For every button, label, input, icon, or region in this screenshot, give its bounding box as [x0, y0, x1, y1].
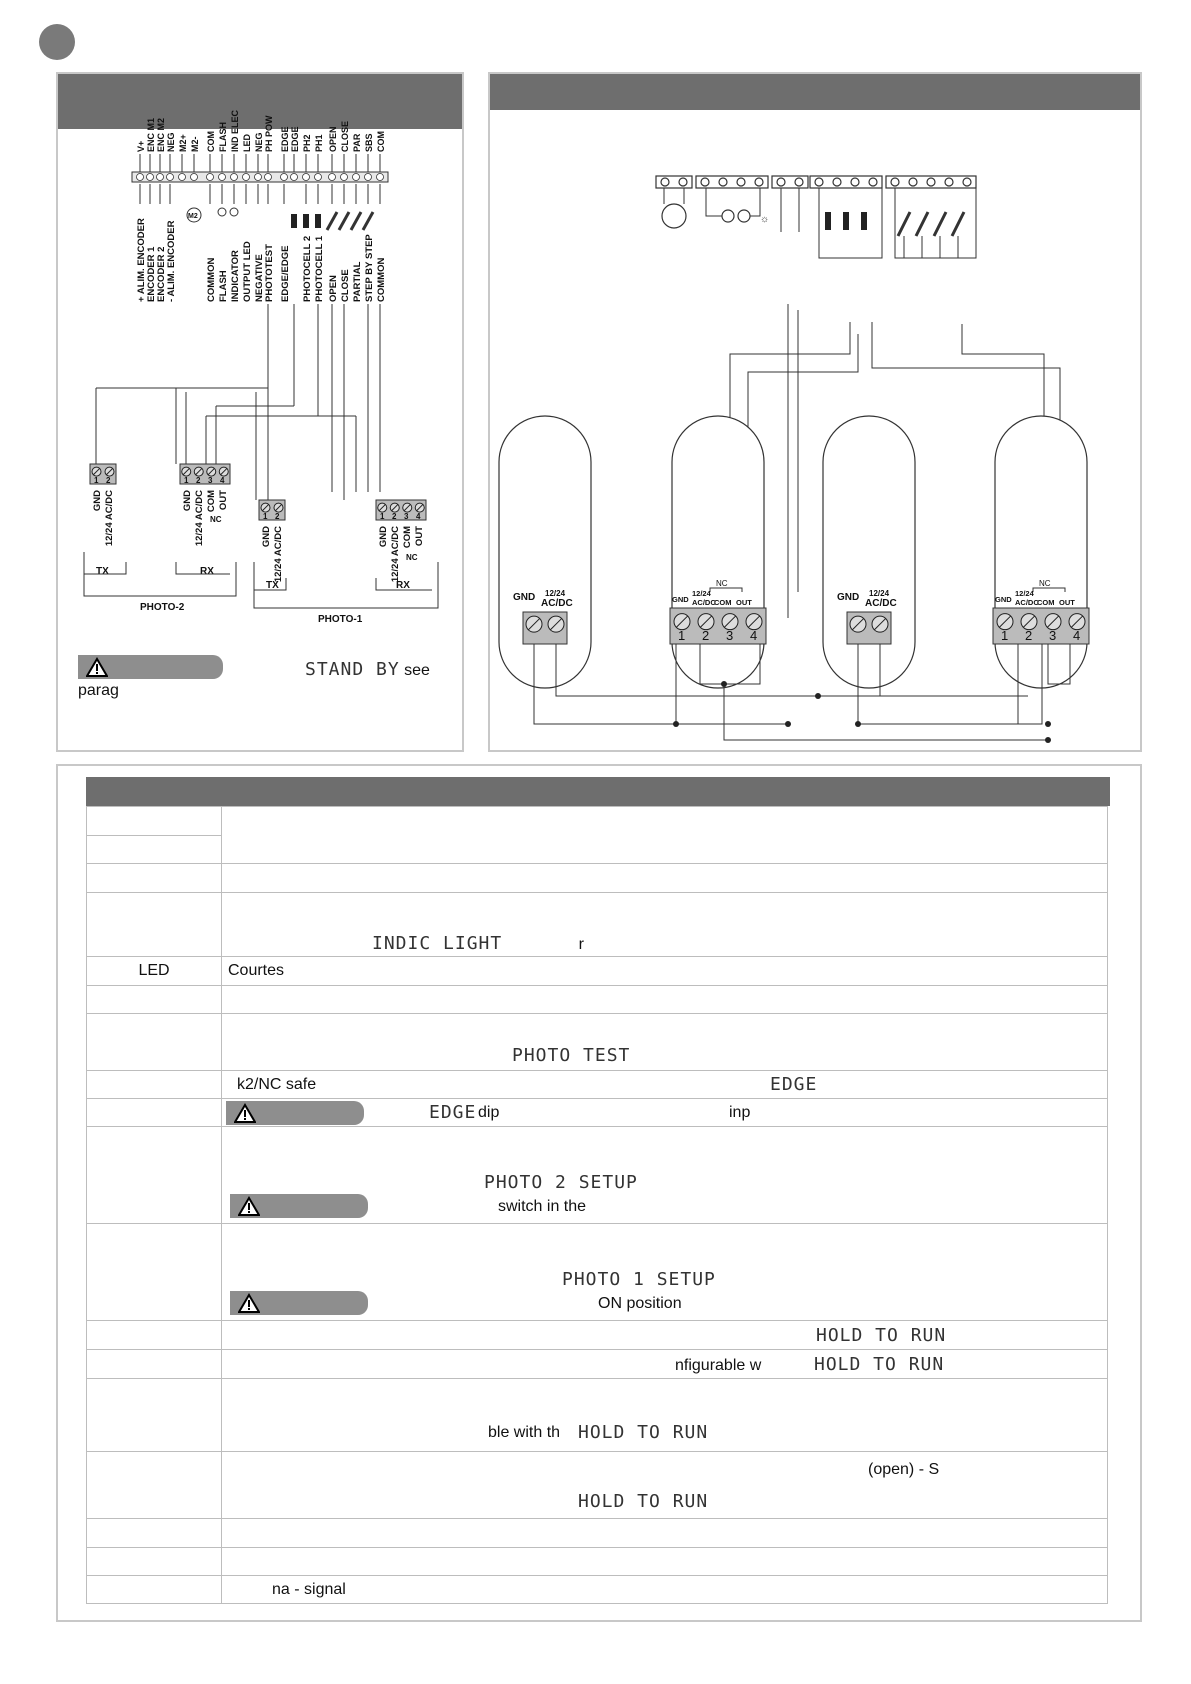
terminal-code: COM: [376, 131, 386, 152]
table-row: [87, 1014, 1108, 1071]
strip-screw: [157, 174, 164, 181]
contact-symbol: [291, 214, 297, 228]
wire: [895, 188, 976, 258]
wire-junction: [721, 681, 727, 687]
table-header-bar: [86, 777, 1110, 806]
photo2-label: PHOTO-2: [140, 602, 185, 613]
lcd-photo1-setup: PHOTO 1 SETUP: [562, 1269, 716, 1290]
photo1-tx-term-label: 12/24 AC/DC: [273, 526, 284, 583]
strip-screw: [315, 174, 322, 181]
tx-gnd-label: GND: [513, 592, 536, 603]
specification-table: [86, 806, 1108, 1604]
wire-junction: [673, 721, 679, 727]
paragraph-fragment: parag: [78, 682, 119, 699]
terminal-code: ENC M2: [156, 117, 166, 152]
wire: [556, 644, 1028, 696]
terminal-code: EDGE: [280, 126, 290, 152]
rx-term-label: COM: [714, 598, 732, 607]
lamp-symbol: [722, 210, 734, 222]
board-screw: [701, 178, 709, 186]
rx-term-label: OUT: [736, 598, 752, 607]
board-screw: [963, 178, 971, 186]
rx-term-label: COM: [1037, 598, 1055, 607]
terminal-code: PAR: [352, 133, 362, 152]
photo1-tx-label: TX: [266, 580, 279, 591]
strip-screw: [147, 174, 154, 181]
photo1-label: PHOTO-1: [318, 614, 363, 625]
contact-symbol: [825, 212, 831, 230]
switch-symbol: [351, 212, 361, 230]
board-screw: [777, 178, 785, 186]
motor-label: M2: [188, 213, 198, 220]
terminal-number: 1: [380, 512, 385, 521]
rx-term-label: GND: [672, 595, 689, 604]
terminal-label: COMMON: [206, 257, 217, 302]
board-screw: [851, 178, 859, 186]
lcd-hold-to-run: HOLD TO RUN: [578, 1422, 709, 1443]
tx-voltage-label: 12/24: [545, 589, 566, 598]
terminal-label: OUTPUT LED: [242, 241, 253, 302]
terminal-code: V+: [136, 140, 146, 152]
contact-symbol: [315, 214, 321, 228]
wire: [750, 188, 760, 216]
strip-screw: [291, 174, 298, 181]
led-symbol: ☼: [760, 214, 770, 225]
strip-screw: [179, 174, 186, 181]
tx-acdc-label: AC/DC: [865, 598, 897, 609]
switch-symbol: [339, 212, 349, 230]
terminal-label: PHOTOTEST: [264, 244, 275, 302]
terminal-number: 1: [1001, 628, 1009, 643]
strip-screw: [255, 174, 262, 181]
terminal-code: PH2: [302, 134, 312, 152]
table-row: [87, 1071, 1108, 1099]
lcd-edge: EDGE: [770, 1073, 818, 1095]
control-board-wiring-diagram: [56, 72, 464, 752]
board-screw: [795, 178, 803, 186]
lcd-edge: EDGE: [429, 1101, 477, 1123]
terminal-label: EDGE/EDGE: [280, 245, 291, 302]
terminal-number: 2: [196, 476, 201, 485]
strip-screw: [353, 174, 360, 181]
table-row: [87, 1099, 1108, 1127]
row-text: k2/NC safe: [237, 1075, 317, 1093]
see-text: see: [404, 662, 430, 679]
standby-note: [305, 659, 430, 680]
page-marker-circle: [39, 24, 75, 60]
row-text: dip: [478, 1103, 500, 1121]
terminal-number: 1: [94, 476, 99, 485]
table-row: [87, 957, 1108, 986]
terminal-label: OPEN: [328, 275, 339, 302]
warning-badge: [78, 655, 223, 679]
terminal-number: 4: [416, 512, 421, 521]
strip-screw: [329, 174, 336, 181]
strip-screw: [137, 174, 144, 181]
warning-badge: [226, 1101, 364, 1125]
board-screw: [815, 178, 823, 186]
terminal-label: CLOSE: [340, 269, 351, 302]
photocell-wiring-diagram: [488, 72, 1142, 752]
photocell-tx-1: [823, 416, 915, 688]
contact-symbol: [303, 214, 309, 228]
terminal-code: NEG: [254, 132, 264, 152]
board-screw: [755, 178, 763, 186]
terminal-code: NEG: [166, 132, 176, 152]
row-text: na - signal: [222, 1576, 1108, 1604]
photo2-tx-term-label: 12/24 AC/DC: [104, 490, 115, 547]
rx-term-label: 12/24: [692, 589, 711, 598]
warning-icon: [86, 657, 108, 677]
terminal-code: ENC M1: [146, 117, 156, 152]
contact-symbol: [861, 212, 867, 230]
terminal-label: PHOTOCELL 1: [314, 235, 325, 302]
terminal-code: PH POW: [264, 115, 274, 152]
board-screw: [661, 178, 669, 186]
terminal-code: SBS: [364, 133, 374, 152]
wire-junction: [855, 721, 861, 727]
strip-screw: [377, 174, 384, 181]
strip-screw: [281, 174, 288, 181]
photo2-rx-label: RX: [200, 566, 214, 577]
strip-screw: [243, 174, 250, 181]
strip-screw: [303, 174, 310, 181]
photo1-tx-term-label: GND: [261, 526, 272, 548]
terminal-number: 3: [404, 512, 409, 521]
contact-symbol: [843, 212, 849, 230]
photo2-tx-label: TX: [96, 566, 109, 577]
board-screw: [869, 178, 877, 186]
photo2-rx-term-label: 12/24 AC/DC: [194, 490, 205, 547]
table-row: [87, 1350, 1108, 1379]
row-text: r: [578, 936, 584, 953]
table-row: [87, 807, 1108, 836]
table-row: [87, 864, 1108, 893]
strip-screw: [219, 174, 226, 181]
nc-label: NC: [716, 579, 728, 588]
table-row: [87, 893, 1108, 957]
row-text: (open) - S: [868, 1461, 940, 1478]
terminal-number: 1: [184, 476, 189, 485]
table-row: [87, 1224, 1108, 1321]
photo1-rx-label: RX: [396, 580, 410, 591]
warning-badge: [230, 1194, 368, 1218]
table-row: [87, 1127, 1108, 1224]
nc-label: NC: [1039, 579, 1051, 588]
lamp-symbol: [218, 208, 226, 216]
terminal-label: COMMON: [376, 257, 387, 302]
nc-label: NC: [210, 515, 222, 524]
strip-screw: [207, 174, 214, 181]
terminal-label: NEGATIVE: [254, 254, 265, 302]
nc-label: NC: [406, 553, 418, 562]
terminal-number: 3: [1049, 628, 1057, 643]
wire: [724, 684, 1048, 740]
tx-acdc-label: AC/DC: [541, 598, 573, 609]
terminal-number: 1: [678, 628, 686, 643]
terminal-code: IND ELEC: [230, 109, 240, 152]
table-row: [87, 1576, 1108, 1604]
board-screw: [945, 178, 953, 186]
rx-term-label: OUT: [1059, 598, 1075, 607]
terminal-label: ENCODER 1: [146, 246, 157, 302]
switch-symbol: [952, 212, 964, 236]
terminal-code: OPEN: [328, 126, 338, 152]
row-text: ON position: [598, 1295, 682, 1312]
lcd-photo2-setup: PHOTO 2 SETUP: [484, 1172, 638, 1193]
switch-symbol: [898, 212, 910, 236]
terminal-number: 4: [750, 628, 758, 643]
terminal-code: M2+: [178, 134, 188, 152]
rx-term-label: GND: [995, 595, 1012, 604]
terminal-number: 2: [392, 512, 397, 521]
switch-symbol: [916, 212, 928, 236]
terminal-label: PHOTOCELL 2: [302, 235, 313, 302]
terminal-code: EDGE: [290, 126, 300, 152]
terminal-number: 2: [106, 476, 111, 485]
terminal-number: 4: [1073, 628, 1081, 643]
row-text: Courtes: [222, 957, 1108, 986]
strip-screw: [265, 174, 272, 181]
terminal-code: LED: [242, 134, 252, 152]
rx-term-label: AC/DC: [692, 598, 716, 607]
terminal-label: PARTIAL: [352, 261, 363, 302]
wire-junction: [785, 721, 791, 727]
terminal-label: STEP BY STEP: [364, 234, 375, 302]
lcd-standby: STAND BY: [305, 659, 400, 680]
wire: [706, 188, 722, 216]
terminal-number: 2: [702, 628, 710, 643]
lcd-hold-to-run: HOLD TO RUN: [578, 1491, 709, 1512]
board-screw: [833, 178, 841, 186]
photo1-rx-term-label: 12/24 AC/DC: [390, 526, 401, 583]
switch-symbol: [934, 212, 946, 236]
warning-icon: [238, 1293, 260, 1313]
terminal-code: M2-: [190, 136, 200, 152]
terminal-label: INDICATOR: [230, 250, 241, 302]
switch-symbol: [363, 212, 373, 230]
warning-icon: [238, 1196, 260, 1216]
photo2-rx-term-label: COM: [206, 490, 217, 513]
terminal-number: 4: [220, 476, 225, 485]
table-row: [87, 986, 1108, 1014]
photo2-tx-term-label: GND: [92, 490, 103, 512]
board-screw: [891, 178, 899, 186]
board-screw: [909, 178, 917, 186]
wire-junction: [815, 693, 821, 699]
photocell-tx-2: [499, 416, 591, 688]
lcd-indic-light: INDIC LIGHT: [372, 933, 503, 954]
strip-screw: [231, 174, 238, 181]
board-screw: [719, 178, 727, 186]
photocell-rx-2: [672, 416, 764, 688]
terminal-label: FLASH: [218, 270, 229, 302]
row-label-led: LED: [87, 957, 222, 986]
row-text: switch in the: [498, 1198, 587, 1215]
warning-icon: [234, 1103, 256, 1123]
table-row: [87, 1321, 1108, 1350]
terminal-label: ENCODER 2: [156, 246, 167, 302]
photo2-rx-term-label: GND: [182, 490, 193, 512]
terminal-number: 1: [263, 512, 268, 521]
lcd-hold-to-run: HOLD TO RUN: [814, 1353, 945, 1375]
terminal-number: 2: [275, 512, 280, 521]
table-row: [87, 1519, 1108, 1548]
board-screw: [679, 178, 687, 186]
rx-term-label: 12/24: [1015, 589, 1034, 598]
table-row: [87, 1452, 1108, 1519]
photo1-rx-term-label: COM: [402, 526, 413, 549]
switch-symbol: [327, 212, 337, 230]
photo2-rx-term-label: OUT: [218, 490, 229, 511]
terminal-number: 3: [726, 628, 734, 643]
strip-screw: [365, 174, 372, 181]
terminal-code: CLOSE: [340, 120, 350, 152]
board-screw: [737, 178, 745, 186]
photo1-rx-term-label: GND: [378, 526, 389, 548]
strip-screw: [191, 174, 198, 181]
terminal-code: FLASH: [218, 122, 228, 152]
wire-junction: [1045, 737, 1051, 743]
terminal-code: COM: [206, 131, 216, 152]
tx-gnd-label: GND: [837, 592, 860, 603]
terminal-label: - ALIM. ENCODER: [166, 220, 177, 302]
strip-screw: [341, 174, 348, 181]
warning-badge: [230, 1291, 368, 1315]
photo1-rx-term-label: OUT: [414, 526, 425, 547]
wire-junction: [1045, 721, 1051, 727]
terminal-code: PH1: [314, 134, 324, 152]
row-text: ble with th: [488, 1424, 561, 1441]
lcd-photo-test: PHOTO TEST: [512, 1045, 631, 1066]
tx-voltage-label: 12/24: [869, 589, 890, 598]
terminal-number: 2: [1025, 628, 1033, 643]
terminal-label: + ALIM. ENCODER: [136, 218, 147, 302]
row-text: nfigurable w: [675, 1356, 762, 1374]
lamp-symbol: [230, 208, 238, 216]
lamp-symbol: [738, 210, 750, 222]
photocell-rx-1: [995, 416, 1087, 688]
board-screw: [927, 178, 935, 186]
strip-screw: [167, 174, 174, 181]
motor-symbol: [662, 204, 686, 228]
lcd-hold-to-run: HOLD TO RUN: [816, 1324, 947, 1346]
row-text: inp: [729, 1103, 751, 1121]
rx-term-label: AC/DC: [1015, 598, 1039, 607]
table-row: [87, 1379, 1108, 1452]
terminal-number: 3: [208, 476, 213, 485]
table-row: [87, 1548, 1108, 1576]
